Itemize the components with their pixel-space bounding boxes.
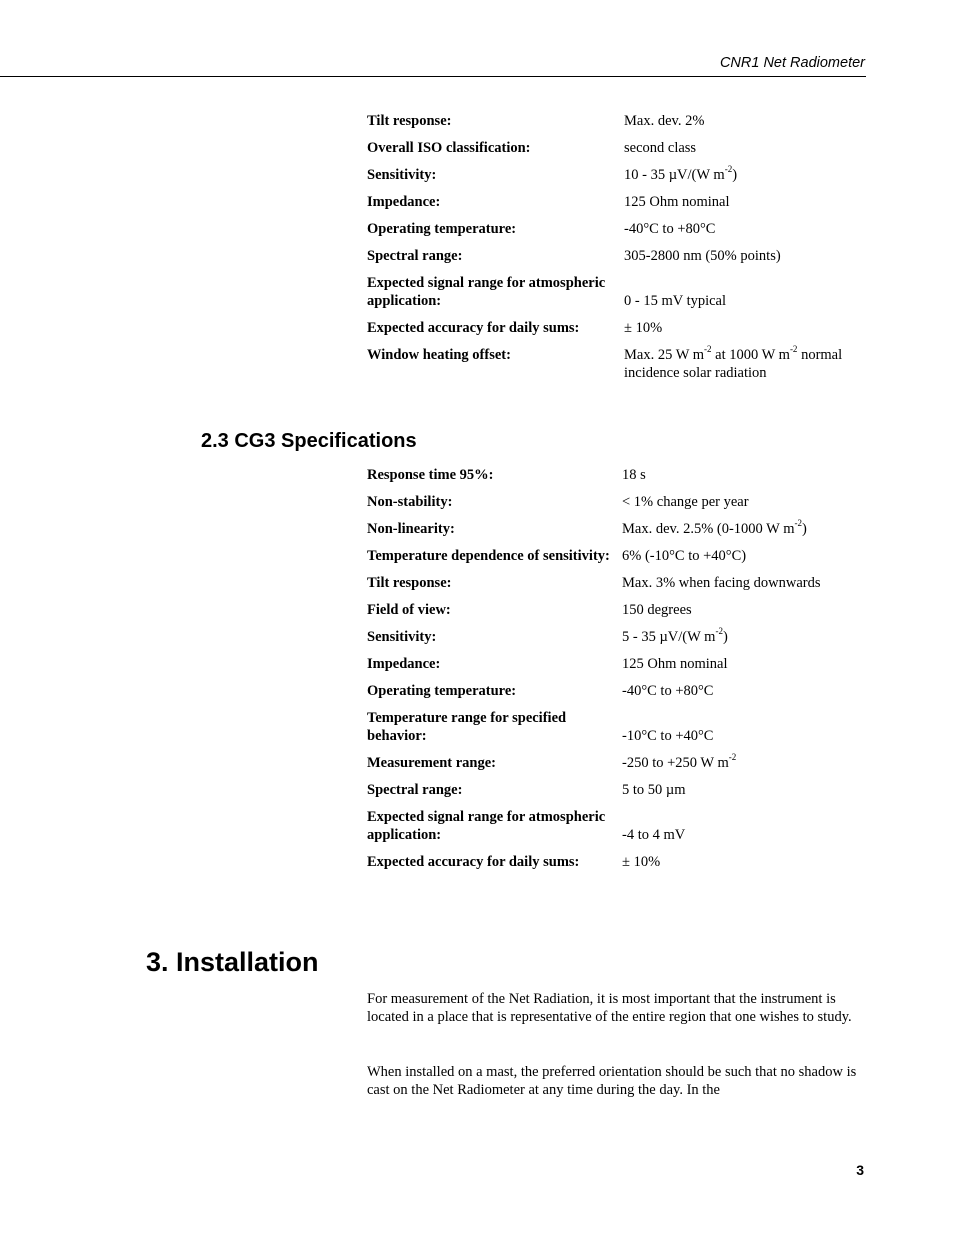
spec-row [367,754,867,772]
spec-row [367,853,867,871]
spec-value: 125 Ohm nominal [622,656,728,672]
spec-row [367,274,867,310]
body-paragraph: For measurement of the Net Radiation, it is most important that the instrument is located in a place that is representative of the entire region that one wishes to study. [367,991,852,1025]
spec-value: -40°C to +80°C [622,683,714,699]
spec-value: Max. dev. 2.5% (0-1000 W $m^{-2}$) [622,518,807,537]
spec-value: ± 10% [624,320,663,336]
spec-label: Expected signal range for atmospheric application: [367,809,606,843]
spec-label: Impedance: [367,194,441,210]
spec-label: Expected accuracy for daily sums: [367,320,580,336]
spec-label: Window heating offset: [367,347,511,363]
cm3-spec-table [367,112,867,391]
spec-row [367,628,867,646]
spec-value: 6% (-10°C to +40°C) [622,548,747,564]
spec-value: -250 to +250 W $m^{-2}$ [622,752,737,771]
spec-value: 5 to 50 µm [622,782,686,798]
spec-row [367,220,867,238]
spec-label: Tilt response: [367,113,452,129]
spec-label: Spectral range: [367,248,463,264]
spec-row [367,520,867,538]
spec-label: Sensitivity: [367,629,437,645]
spec-value: second class [624,140,697,156]
spec-row [367,601,867,619]
spec-row [367,574,867,592]
spec-row [367,709,867,745]
spec-row [367,247,867,265]
spec-row [367,781,867,799]
spec-label: Non-stability: [367,494,453,510]
spec-label: Spectral range: [367,782,463,798]
cg3-spec-table [367,466,867,880]
spec-label: Expected signal range for atmospheric application: [367,275,606,309]
spec-value: -10°C to +40°C [622,728,714,744]
spec-value: < 1% change per year [622,494,749,510]
header-divider [0,76,866,77]
spec-value: 305-2800 nm (50% points) [624,248,781,264]
spec-row [367,466,867,484]
spec-label: Temperature range for specified behavior: [367,710,567,744]
spec-row [367,547,867,565]
spec-value: Max. 3% when facing downwards [622,575,821,591]
spec-value: 5 - 35 µV/(W $m^{-2}$) [622,626,728,645]
spec-row [367,139,867,157]
spec-label: Measurement range: [367,755,496,771]
spec-value: -4 to 4 mV [622,827,686,843]
spec-label: Tilt response: [367,575,452,591]
spec-label: Field of view: [367,602,451,618]
spec-row [367,493,867,511]
spec-value: 18 s [622,467,646,483]
spec-value: Max. 25 W $m^{-2}$ at 1000 W $m^{-2}$ normal incidence solar radiation [624,344,843,381]
spec-row [367,346,867,382]
spec-label: Expected accuracy for daily sums: [367,854,580,870]
body-paragraph: When installed on a mast, the preferred orientation should be such that no shadow is cast on the Net Radiometer at any time during the day. In the [367,1064,857,1098]
spec-value: Max. dev. 2% [624,113,705,129]
spec-row [367,808,867,844]
spec-row [367,112,867,130]
spec-label: Sensitivity: [367,167,437,183]
spec-row [367,193,867,211]
spec-label: Operating temperature: [367,683,517,699]
spec-label: Temperature dependence of sensitivity: [367,548,610,564]
spec-label: Impedance: [367,656,441,672]
section-heading: 2.3 CG3 Specifications [201,430,417,452]
spec-value: 0 - 15 mV typical [624,293,727,309]
chapter-heading: 3. Installation [146,947,319,977]
spec-row [367,319,867,337]
spec-value: 10 - 35 µV/(W $m^{-2}$) [624,164,738,183]
page-number: 3 [856,1162,864,1178]
spec-value: 150 degrees [622,602,692,618]
spec-value: 125 Ohm nominal [624,194,730,210]
spec-label: Non-linearity: [367,521,455,537]
spec-label: Response time 95%: [367,467,494,483]
spec-row [367,166,867,184]
spec-row [367,655,867,673]
spec-value: -40°C to +80°C [624,221,716,237]
spec-value: ± 10% [622,854,661,870]
document-title: CNR1 Net Radiometer [719,55,865,71]
spec-label: Operating temperature: [367,221,517,237]
spec-label: Overall ISO classification: [367,140,531,156]
spec-row [367,682,867,700]
